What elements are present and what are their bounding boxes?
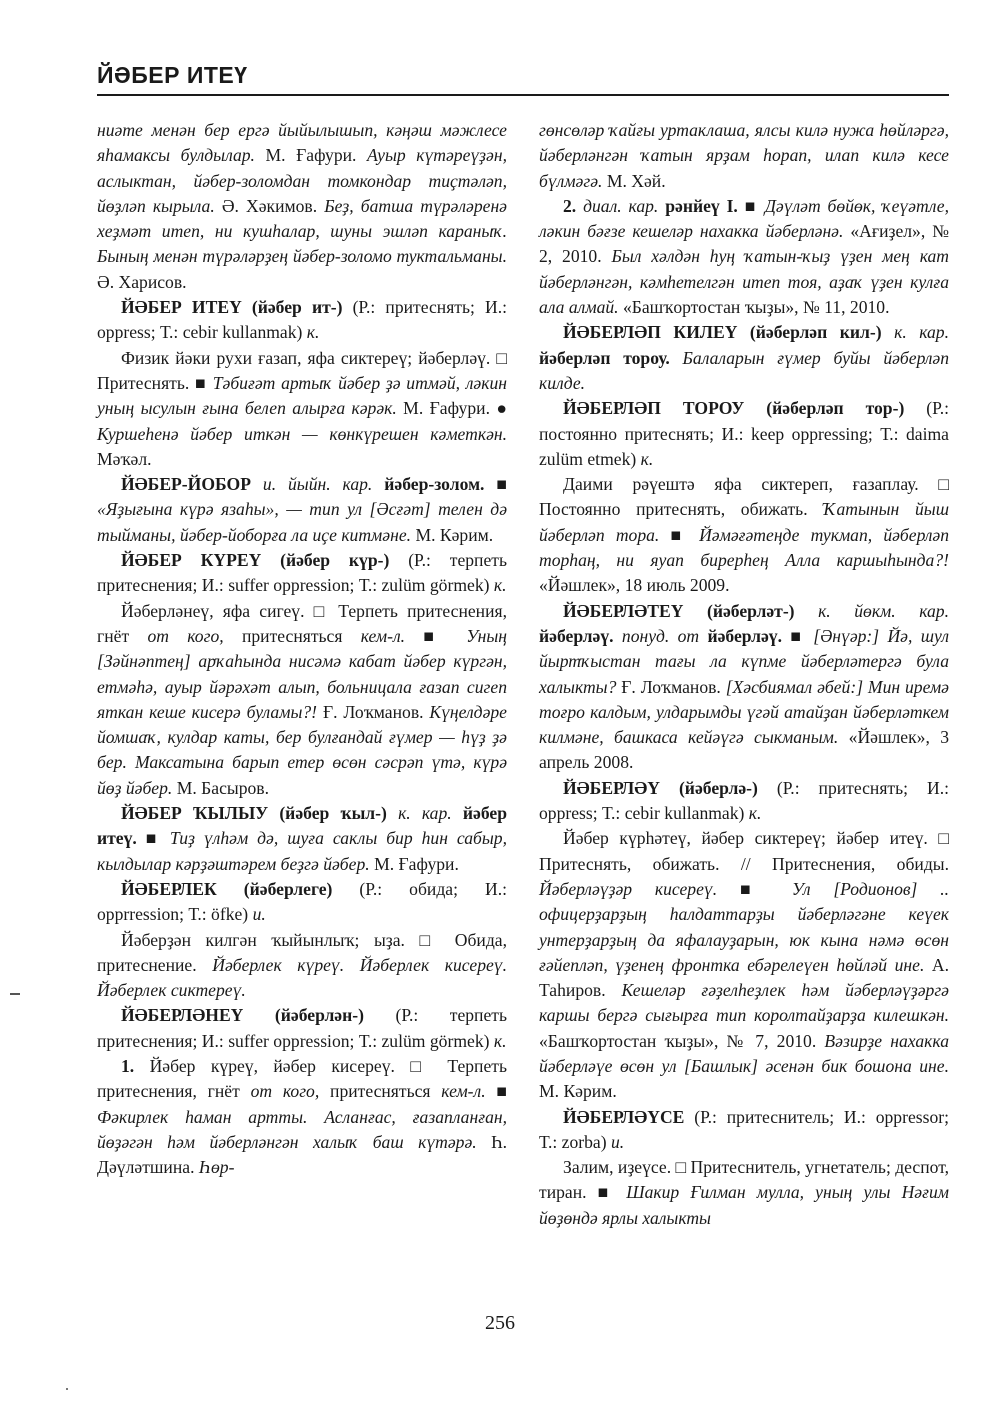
dictionary-paragraph: ЙӘБЕРЛӘТЕҮ (йәберләт-) к. йөкм. кар. йәберләү. понуд. от йәберләү. ■ [Әнүәр:] Йә, шул йыртҡыстан тағы ла күпме йәберләтергә була халыкты? Ғ. Лоҡманов. [Хәсбиямал әбей:] Мин иремә тоғро калдым, улдарымды үгәй атайҙан йәберләткем килмәне, башкаса кейәүгә сыкманым. «Йәшлек», 3 апрель 2008.	[539, 600, 949, 773]
margin-mark	[10, 993, 20, 995]
dictionary-paragraph: ЙӘБЕР-ЙОБОР и. йыйн. кар. йәбер-золом. ■ «Яҙығына күрә язаһы», — тип ул [Әсғәт] телен дә тыйманы, йәбер-йоборға ла иҫе китмәне. М. Кәрим.	[97, 474, 508, 545]
dictionary-paragraph: ЙӘБЕР ИТЕҮ (йәбер ит-) (Р.: притеснять; И.: oppress; Т.: cebir kullanmak) к.	[97, 297, 507, 343]
dictionary-paragraph: ниәте менән бер ергә йыйылышып, кәңәш мәжлесе яһамаксы булдылар. М. Ғафури. Ауыр күтәреүҙән, аслыктан, йәбер-золомдан томкондар тиҫтәләп, йөҙләп кырыла. Ә. Хәкимов. Беҙ, батша түрәләренә хеҙмәт итеп, ни кушһалар, шуны эшләп караныҡ. Быныӊ менән түрәләрҙеӊ йәбер-золомо туктальманы. Ә. Харисов.	[97, 120, 507, 292]
page-number: 256	[485, 1312, 515, 1334]
dictionary-paragraph: Йәберҙән килгән ҡыйынлыҡ; ыҙа. □ Обида, притеснение. Йәберлек күреү. Йәберлек кисереү. Йәберлек сиктереү.	[97, 929, 507, 1001]
dictionary-paragraph: Даими рәүештә яфа сиктереп, ғазаплау. □ Постоянно притеснять, обижать. Ҡатынын йыш йәберләп тора. ■ Йәмәғәтеӊде тукмап, йәберләп торһаӊ, ни яуап бирерһеӊ Алла каршыһында?! «Йәшлек», 18 июль 2009.	[539, 474, 949, 596]
dictionary-paragraph: ЙӘБЕРЛӘҮ (йәберлә-) (Р.: притеснять; И.: oppress; Т.: cebir kullanmak) к.	[539, 777, 949, 824]
dictionary-paragraph: ЙӘБЕРЛЕК (йәберлеге) (Р.: обида; И.: opprression; Т.: öfke) и.	[97, 878, 507, 925]
dictionary-paragraph: ЙӘБЕРЛӘҮСЕ (Р.: притеснитель; И.: oppressor; Т.: zorba) и.	[539, 1106, 949, 1152]
dictionary-paragraph: 2. диал. кар. рәнйеү I. ■ Дәүләт бөйөк, ҡеүәтле, ләкин бәғзе кешеләр нахакка йәберләнә. «Ағиҙел», № 2, 2010. Был хәлдән һуң ҡатын-ҡыҙ үҙен меӊ кат йәберләнгән, кәмһетелгән итеп тоя, аҙаҡ үҙен кулға ала алмай. «Башҡортостан ҡыҙы», № 11, 2010.	[539, 195, 950, 318]
dictionary-paragraph: ЙӘБЕР КҮРЕҮ (йәбер күр-) (Р.: терпеть притеснения; И.: suffer oppression; Т.: zulüm görmek) к.	[97, 550, 507, 596]
right-column	[539, 118, 949, 1231]
header-rule	[97, 94, 949, 96]
dictionary-paragraph: Йәбер күрһәтеү, йәбер сиктереү; йәбер итеү. □ Притеснять, обижать. // Притеснения, обиды. Йәберләүҙәр кисереү. ■ Ул [Родионов] .. офицерҙарҙыӊ һалдаттарҙы йәберләгәне кеүек унтерҙарҙыӊ да яфалауҙарын, юк кына нәмә өсөн ғәйепләп, үҙенеӊ фронтка ебәрелеүен һөйләй ине. А. Таһиров. Кешеләр ғәҙелһеҙлек һәм йәберләүҙәргә каршы бергә сығырға тип королтайҙарҙа килешкән. «Башҡортостан ҡыҙы», № 7, 2010. Вәзирҙе нахакка йәберләүе өсөн ул [Башлык] әсенән бик бошона ине. М. Кәрим.	[539, 828, 949, 1102]
dictionary-paragraph: ЙӘБЕРЛӘНЕҮ (йәберлән-) (Р.: терпеть притеснения; И.: suffer oppression; Т.: zulüm görmek) к.	[97, 1005, 507, 1051]
left-column	[97, 118, 507, 1180]
dictionary-paragraph: ЙӘБЕРЛӘП КИЛЕҮ (йәберләп кил-) к. кар. йәберләп тороу. Балаларын ғүмер буйы йәберләп килде.	[539, 322, 950, 393]
dictionary-paragraph: гөнсөләр ҡайғы уртаклаша, ялсы килә нужа һөйләргә, йәберләнгән ҡатын ярҙам һорап, илап килә кесе бүлмәгә. М. Хәй.	[539, 120, 949, 191]
dictionary-paragraph: ЙӘБЕР ҠЫЛЫУ (йәбер ҡыл-) к. кар. йәбер итеү. ■ Тиҙ үлһәм дә, шуға саклы бир һин сабыр, кылдылар кәрҙәштәрем беҙгә йәбер. М. Ғафури.	[97, 803, 507, 874]
dictionary-paragraph: Физик йәки рухи ғазап, яфа сиктереү; йәберләү. □ Притеснять. ■ Тәбиғәт артыҡ йәбер ҙә итмәй, ләкин уныӊ ысулын ғына белеп алырға кәрәк. М. Ғафури. ● Куршеһенә йәбер иткән — көнкүрешен кәметкән. Мәҡәл.	[97, 347, 507, 469]
dictionary-paragraph: Йәберләнеү, яфа сигеү. □ Терпеть притеснения, гнёт от кого, притесняться кем-л. ■ Уныӊ [Зәйнәптеӊ] арҡаһында нисәмә кабат йәбер күргән, етмәһә, ауыр йәрәхәт алып, больницала ғазап сигеп яткан кеше кисерә буламы?! Ғ. Лоҡманов. Күӊелдәре йомшаҡ, кулдар каты, бер булғандай ғүмер — һүҙ ҙә бер. Максатына барып етер өсөн сәсрәп үтә, күрә йөҙ йәбер. М. Басыров.	[97, 600, 507, 798]
dictionary-paragraph: Залим, иҙеүсе. □ Притеснитель, угнетатель; деспот, тиран. ■ Шакир Ғилман мулла, уныӊ улы Нәғим йөҙөндә ярлы халыкты	[539, 1157, 949, 1228]
dictionary-paragraph: 1. Йәбер күреү, йәбер кисереү. □ Терпеть притеснения, гнёт от кого, притесняться кем-л. ■ Фәкирлек һаман артты. Асланғас, ғазапланған, йөҙәгән һәм йәберләнгән халыҡ баш күтәрә. Һ. Дәүләтшина. Һөр-	[97, 1055, 507, 1178]
dictionary-paragraph: ЙӘБЕРЛӘП ТОРОУ (йәберләп тор-) (Р.: постоянно притеснять; И.: keep oppressing; Т.: daima zulüm etmek) к.	[539, 398, 949, 469]
running-head: ЙӘБЕР ИТЕҮ	[97, 62, 248, 88]
margin-dot	[66, 1388, 68, 1390]
